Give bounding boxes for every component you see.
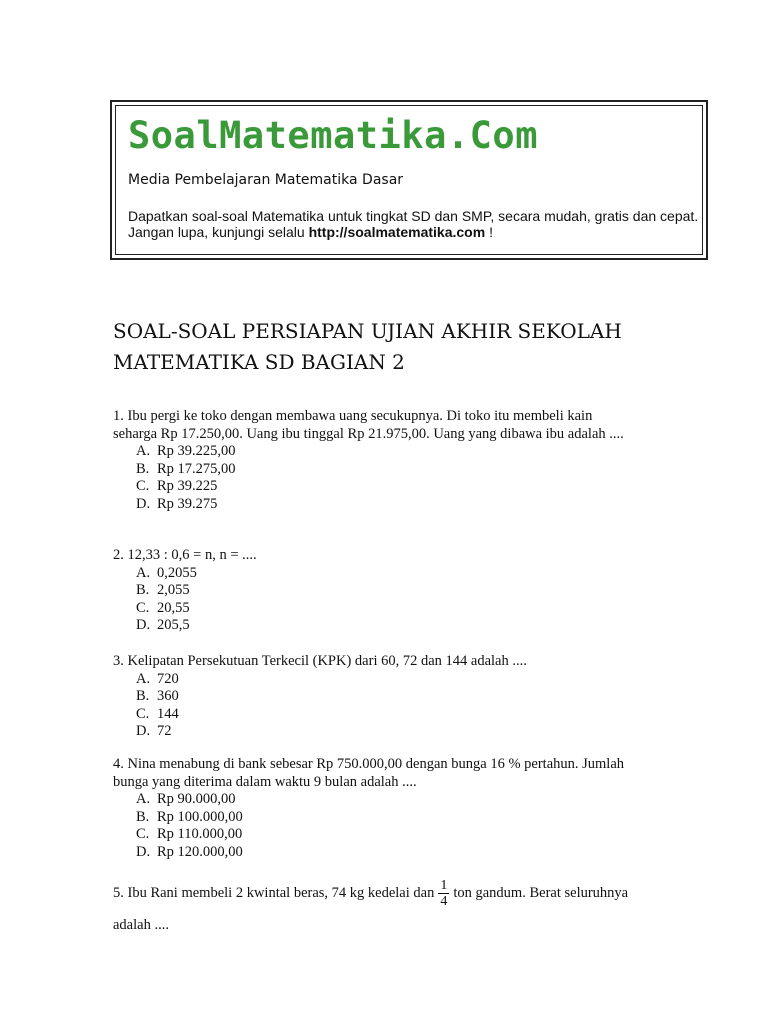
option-letter: D. [136,617,151,633]
option-letter: D. [136,495,151,512]
option-text: 0,2055 [157,564,197,581]
option-letter: A. [136,564,151,581]
option-item [136,443,624,461]
option-list [113,565,257,635]
option-text: Rp 100.000,00 [157,808,243,825]
option-letter: C. [136,478,150,494]
question-text-line: seharga Rp 17.250,00. Uang ibu tinggal Rp 21.975,00. Uang yang dibawa ibu adalah .... [113,425,624,442]
question-text-line: 1. Ibu pergi ke toko dengan membawa uang secukupnya. Di toko itu membeli kain [113,408,593,424]
option-text: 72 [157,723,172,739]
header-box [110,100,708,260]
option-letter: B. [136,808,150,825]
tagline: Media Pembelajaran Matematika Dasar [128,172,404,188]
option-item [136,671,527,689]
option-item [136,565,257,583]
option-text: 20,55 [157,599,190,616]
brand-logo: SoalMatematika.Com [128,114,538,157]
title-line-1: SOAL-SOAL PERSIAPAN UJIAN AKHIR SEKOLAH [113,319,622,343]
question-1 [113,408,624,513]
option-item [136,600,257,618]
option-text: 2,055 [157,582,190,598]
option-item [136,791,624,809]
promo-text [128,208,698,240]
question-text-line: 4. Nina menabung di bank sebesar Rp 750.000,00 dengan bunga 16 % pertahun. Jumlah [113,756,625,772]
option-item [136,582,257,600]
option-item [136,496,624,514]
option-text: Rp 90.000,00 [157,791,236,807]
option-item [136,688,527,706]
question-text-line: bunga yang diterima dalam waktu 9 bulan adalah .... [113,773,417,790]
question-text-line: 2. 12,33 : 0,6 = n, n = .... [113,547,257,563]
fraction-numerator: 1 [440,878,448,893]
option-letter: B. [136,582,150,598]
option-letter: C. [136,826,150,842]
question-text-line [113,878,628,909]
option-letter: A. [136,443,151,459]
option-text: Rp 39.275 [157,495,218,512]
option-item [136,617,257,635]
document-title [113,316,622,378]
question-text-line: adalah .... [113,917,169,933]
option-letter: B. [136,460,150,477]
question-5-prefix: 5. Ibu Rani membeli 2 kwintal beras, 74 kg kedelai dan [113,884,435,901]
question-4 [113,756,624,861]
option-letter: A. [136,791,151,807]
fraction-denominator: 4 [440,894,448,909]
promo-prefix: Jangan lupa, kunjungi selalu [128,224,309,240]
promo-suffix: ! [485,224,493,240]
promo-line-1: Dapatkan soal-soal Matematika untuk tingkat SD dan SMP, secara mudah, gratis dan cepat. [128,208,699,224]
option-text: Rp 39.225,00 [157,443,236,459]
title-line-2: MATEMATIKA SD BAGIAN 2 [113,350,405,374]
option-letter: C. [136,599,150,616]
option-text: 720 [157,670,179,687]
option-text: Rp 17.275,00 [157,460,236,477]
question-3 [113,653,527,741]
fraction-one-quarter [438,878,449,909]
option-item [136,706,527,724]
option-text: Rp 39.225 [157,478,218,494]
option-item [136,478,624,496]
promo-line-2 [128,224,698,240]
option-list [113,791,624,861]
option-list [113,671,527,741]
question-5-suffix: ton gandum. Berat seluruhnya [453,884,629,901]
option-text: 360 [157,688,179,704]
option-text: Rp 120.000,00 [157,843,243,860]
option-letter: D. [136,843,151,860]
option-text: 205,5 [157,617,190,633]
option-item [136,723,527,741]
option-item [136,826,624,844]
question-5 [113,878,628,935]
option-item [136,461,624,479]
question-2 [113,547,257,635]
option-item [136,844,624,862]
option-letter: D. [136,723,151,739]
question-text-line: 3. Kelipatan Persekutuan Terkecil (KPK) dari 60, 72 dan 144 adalah .... [113,653,527,669]
option-letter: C. [136,705,150,722]
option-list [113,443,624,513]
header-inner-border [115,105,703,255]
promo-link[interactable]: http://soalmatematika.com [308,224,486,240]
option-letter: B. [136,688,150,704]
option-item [136,809,624,827]
option-letter: A. [136,670,151,687]
option-text: Rp 110.000,00 [157,826,243,842]
option-text: 144 [157,705,179,722]
